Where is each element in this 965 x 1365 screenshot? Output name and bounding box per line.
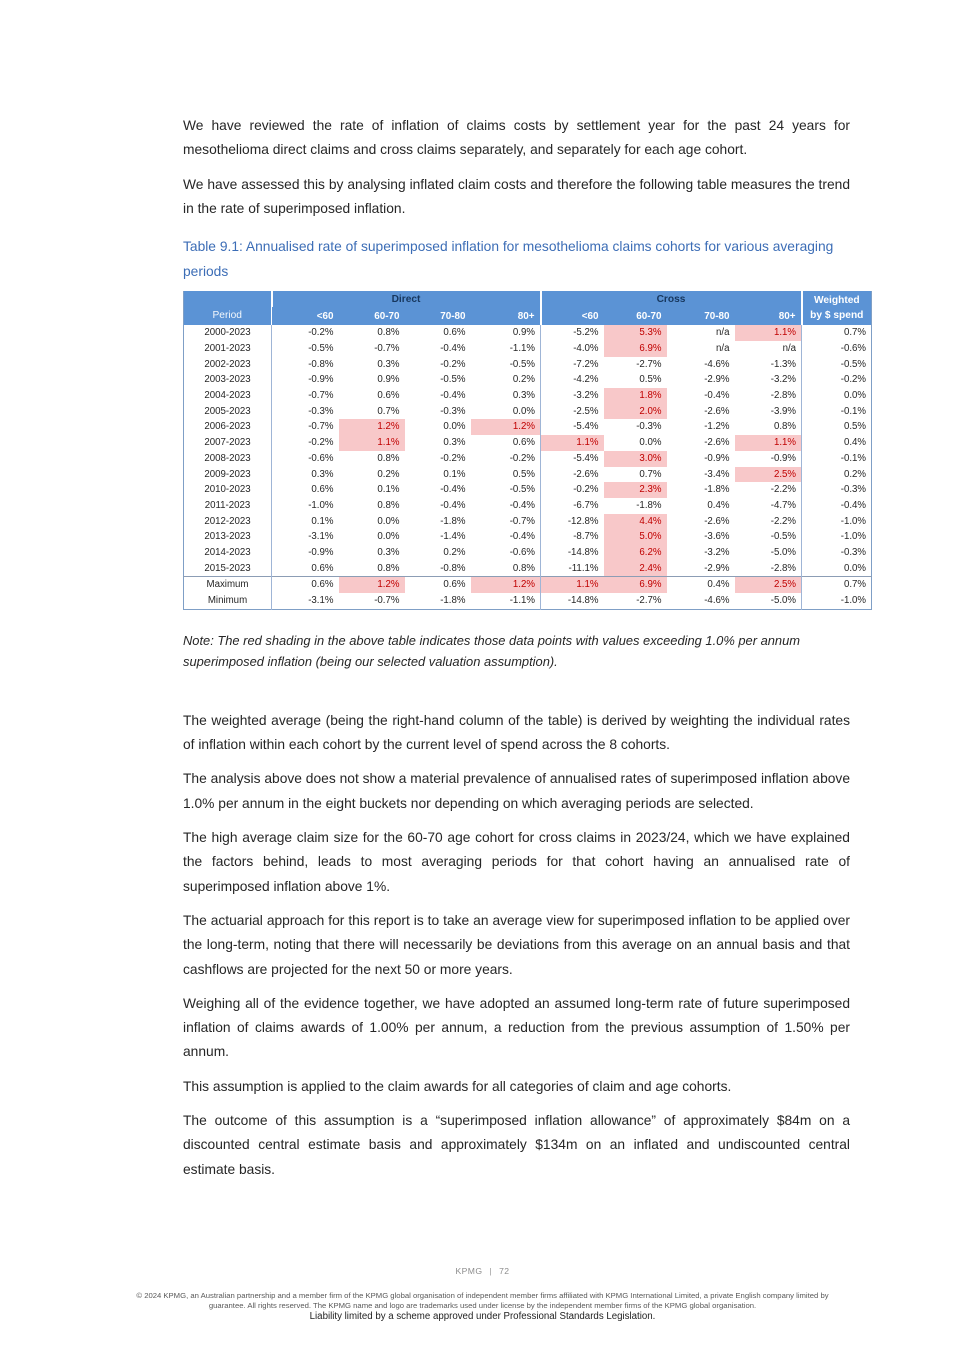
- value-cell: 0.6%: [405, 325, 471, 341]
- table-note: Note: The red shading in the above table indicates those data points with values exceeding 1.0% per annum superimposed inflation (being our selected valuation assumption).: [183, 632, 801, 669]
- value-cell: 0.9%: [471, 325, 541, 341]
- value-cell: -2.7%: [604, 357, 667, 373]
- period-cell: 2011-2023: [184, 498, 272, 514]
- value-cell: -0.7%: [272, 419, 339, 435]
- value-cell: -1.1%: [471, 341, 541, 357]
- value-cell: 0.2%: [405, 545, 471, 561]
- page-number-line: [0, 1266, 965, 1276]
- period-cell: 2004-2023: [184, 388, 272, 404]
- value-cell: -1.0%: [802, 593, 872, 609]
- table-row: [184, 529, 872, 545]
- value-cell: -0.2%: [471, 451, 541, 467]
- period-cell: Minimum: [184, 593, 272, 609]
- page-content: [183, 114, 873, 1192]
- value-cell: -1.0%: [802, 514, 872, 530]
- value-cell: -0.1%: [802, 451, 872, 467]
- value-cell: 0.6%: [339, 388, 405, 404]
- period-cell: 2010-2023: [184, 482, 272, 498]
- value-cell: -2.6%: [667, 404, 735, 420]
- value-cell: 0.3%: [339, 357, 405, 373]
- period-cell: 2014-2023: [184, 545, 272, 561]
- value-cell: -0.5%: [272, 341, 339, 357]
- value-cell: 0.0%: [339, 529, 405, 545]
- value-cell: 0.8%: [339, 561, 405, 577]
- value-cell: -2.2%: [735, 482, 802, 498]
- value-cell: -0.6%: [272, 451, 339, 467]
- period-cell: 2007-2023: [184, 435, 272, 451]
- value-cell: 0.3%: [339, 545, 405, 561]
- direct-age-header: 60-70: [339, 307, 405, 325]
- value-cell: -4.0%: [541, 341, 604, 357]
- value-cell: -0.5%: [405, 372, 471, 388]
- value-cell: -5.0%: [735, 545, 802, 561]
- value-cell: -0.5%: [471, 357, 541, 373]
- value-cell: -2.5%: [541, 404, 604, 420]
- value-cell: -2.6%: [667, 514, 735, 530]
- value-cell: -0.4%: [405, 388, 471, 404]
- period-cell: 2006-2023: [184, 419, 272, 435]
- direct-age-header: 70-80: [405, 307, 471, 325]
- value-cell: -11.1%: [541, 561, 604, 577]
- paragraph: We have reviewed the rate of inflation of claims costs by settlement year for the past 24 years for mesothelioma direct claims and cross claims separately, and separately for each age cohort.: [183, 118, 850, 158]
- value-cell: -1.0%: [272, 498, 339, 514]
- period-cell: 2015-2023: [184, 561, 272, 577]
- value-cell-flagged: 1.1%: [541, 435, 604, 451]
- footer-divider: |: [489, 1266, 493, 1276]
- value-cell: -5.2%: [541, 325, 604, 341]
- value-cell-flagged: 6.9%: [604, 341, 667, 357]
- value-cell: 0.4%: [802, 435, 872, 451]
- direct-group-header: Direct: [272, 291, 541, 307]
- value-cell: -0.2%: [272, 325, 339, 341]
- value-cell-flagged: 2.3%: [604, 482, 667, 498]
- value-cell: 0.0%: [604, 435, 667, 451]
- cross-group-header: Cross: [541, 291, 802, 307]
- cross-age-header: 70-80: [667, 307, 735, 325]
- value-cell: 0.4%: [667, 498, 735, 514]
- period-column-header: Period: [184, 291, 272, 325]
- value-cell: 0.8%: [339, 498, 405, 514]
- value-cell: 0.0%: [405, 419, 471, 435]
- value-cell: -4.7%: [735, 498, 802, 514]
- cross-age-header: 60-70: [604, 307, 667, 325]
- table-row: [184, 498, 872, 514]
- value-cell: -3.1%: [272, 529, 339, 545]
- period-cell: 2005-2023: [184, 404, 272, 420]
- value-cell: -0.3%: [802, 482, 872, 498]
- analysis-section: [183, 709, 873, 1182]
- value-cell: -0.4%: [471, 529, 541, 545]
- group-header-row: [184, 291, 872, 307]
- value-cell: 0.6%: [471, 435, 541, 451]
- value-cell: -2.7%: [604, 593, 667, 609]
- value-cell-flagged: 1.2%: [339, 577, 405, 593]
- table-row: [184, 451, 872, 467]
- value-cell: -0.2%: [802, 372, 872, 388]
- value-cell: -1.8%: [405, 593, 471, 609]
- value-cell: -3.2%: [541, 388, 604, 404]
- value-cell: 0.2%: [339, 467, 405, 483]
- value-cell: -0.2%: [272, 435, 339, 451]
- period-cell: 2002-2023: [184, 357, 272, 373]
- value-cell: -5.4%: [541, 419, 604, 435]
- table-row: [184, 341, 872, 357]
- value-cell-flagged: 1.2%: [471, 419, 541, 435]
- value-cell: -14.8%: [541, 545, 604, 561]
- inflation-table: [183, 291, 872, 610]
- value-cell: -5.0%: [735, 593, 802, 609]
- value-cell: -3.1%: [272, 593, 339, 609]
- value-cell: -14.8%: [541, 593, 604, 609]
- value-cell: -5.4%: [541, 451, 604, 467]
- value-cell: n/a: [667, 341, 735, 357]
- value-cell: 0.1%: [339, 482, 405, 498]
- value-cell: -0.9%: [667, 451, 735, 467]
- value-cell: 0.2%: [802, 467, 872, 483]
- value-cell: -0.3%: [604, 419, 667, 435]
- value-cell: 0.4%: [667, 577, 735, 593]
- period-cell: 2013-2023: [184, 529, 272, 545]
- value-cell: -1.8%: [604, 498, 667, 514]
- period-cell: 2003-2023: [184, 372, 272, 388]
- value-cell-flagged: 2.0%: [604, 404, 667, 420]
- paragraph: The analysis above does not show a material prevalence of annualised rates of superimposed inflation above 1.0% per annum in the eight buckets nor depending on which averaging periods are selected.: [183, 771, 850, 811]
- value-cell: -0.9%: [272, 545, 339, 561]
- value-cell: -0.7%: [272, 388, 339, 404]
- table-row: [184, 467, 872, 483]
- value-cell: -0.4%: [667, 388, 735, 404]
- table-row: [184, 388, 872, 404]
- value-cell: 0.2%: [471, 372, 541, 388]
- value-cell: 0.0%: [339, 514, 405, 530]
- value-cell: -4.6%: [667, 357, 735, 373]
- copyright-text: © 2024 KPMG, an Australian partnership and a member firm of the KPMG global organisation of independent member firms affiliated with KPMG International Limited, a private English company limited by guarantee. All rights reserved. The KPMG name and logo are trademarks used under license by the independent member firms of the KPMG global organisation.: [136, 1291, 829, 1311]
- value-cell-flagged: 2.4%: [604, 561, 667, 577]
- value-cell: -1.8%: [667, 482, 735, 498]
- footer-brand: KPMG: [455, 1266, 483, 1276]
- value-cell: 0.8%: [471, 561, 541, 577]
- value-cell: 0.1%: [272, 514, 339, 530]
- value-cell: 0.3%: [471, 388, 541, 404]
- value-cell: 0.1%: [405, 467, 471, 483]
- value-cell: -0.4%: [802, 498, 872, 514]
- value-cell-flagged: 1.1%: [735, 435, 802, 451]
- value-cell: 0.6%: [272, 577, 339, 593]
- table-row: [184, 593, 872, 609]
- value-cell: -0.4%: [405, 341, 471, 357]
- period-cell: 2000-2023: [184, 325, 272, 341]
- table-row: [184, 404, 872, 420]
- value-cell: 0.7%: [802, 325, 872, 341]
- value-cell: 0.7%: [802, 577, 872, 593]
- weighted-column-header: [802, 291, 872, 325]
- period-cell: 2012-2023: [184, 514, 272, 530]
- value-cell: -2.8%: [735, 388, 802, 404]
- value-cell: -0.7%: [471, 514, 541, 530]
- table-row: [184, 419, 872, 435]
- value-cell-flagged: 1.1%: [339, 435, 405, 451]
- table-row: [184, 435, 872, 451]
- value-cell: -4.6%: [667, 593, 735, 609]
- value-cell: -2.2%: [735, 514, 802, 530]
- paragraph: The actuarial approach for this report is to take an average view for superimposed inflation to be applied over the long-term, noting that there will necessarily be deviations from this average on an annual basis and that cashflows are projected for the next 50 or more years.: [183, 912, 850, 977]
- table-row: [184, 514, 872, 530]
- value-cell: -0.8%: [405, 561, 471, 577]
- inflation-table-body: [184, 325, 872, 609]
- value-cell: -0.8%: [272, 357, 339, 373]
- value-cell: -1.4%: [405, 529, 471, 545]
- table-row: [184, 357, 872, 373]
- value-cell: -3.9%: [735, 404, 802, 420]
- value-cell: 0.5%: [802, 419, 872, 435]
- cross-age-header: 80+: [735, 307, 802, 325]
- value-cell: -0.5%: [802, 357, 872, 373]
- value-cell: 0.0%: [802, 388, 872, 404]
- value-cell: 0.6%: [272, 482, 339, 498]
- value-cell-flagged: 5.3%: [604, 325, 667, 341]
- value-cell: -0.2%: [405, 357, 471, 373]
- value-cell: -0.6%: [802, 341, 872, 357]
- value-cell: -0.5%: [735, 529, 802, 545]
- value-cell: -4.2%: [541, 372, 604, 388]
- period-cell: 2001-2023: [184, 341, 272, 357]
- value-cell: -2.9%: [667, 561, 735, 577]
- value-cell-flagged: 1.8%: [604, 388, 667, 404]
- value-cell: 0.5%: [604, 372, 667, 388]
- cross-age-header: <60: [541, 307, 604, 325]
- value-cell: -8.7%: [541, 529, 604, 545]
- value-cell: -12.8%: [541, 514, 604, 530]
- value-cell: -0.7%: [339, 593, 405, 609]
- value-cell: -7.2%: [541, 357, 604, 373]
- value-cell-flagged: 6.9%: [604, 577, 667, 593]
- table-row: [184, 545, 872, 561]
- value-cell-flagged: 1.2%: [471, 577, 541, 593]
- liability-statement: Liability limited by a scheme approved under Professional Standards Legislation.: [309, 1311, 656, 1322]
- paragraph: The high average claim size for the 60-70 age cohort for cross claims in 2023/24, which we have explained the factors behind, leads to most averaging periods for that cohort having an annualised rate of superimposed inflation above 1%.: [183, 830, 850, 894]
- value-cell: -2.8%: [735, 561, 802, 577]
- table-row: [184, 561, 872, 577]
- value-cell: -0.2%: [405, 451, 471, 467]
- value-cell-flagged: 6.2%: [604, 545, 667, 561]
- value-cell: -0.4%: [471, 498, 541, 514]
- value-cell: -6.7%: [541, 498, 604, 514]
- value-cell: -0.5%: [471, 482, 541, 498]
- value-cell: -3.4%: [667, 467, 735, 483]
- value-cell: -0.9%: [735, 451, 802, 467]
- value-cell: -0.1%: [802, 404, 872, 420]
- value-cell: -0.3%: [272, 404, 339, 420]
- paragraph: Weighing all of the evidence together, we have adopted an assumed long-term rate of future superimposed inflation of claims awards of 1.00% per annum, a reduction from the previous assumption of 1.50% per annum.: [183, 995, 850, 1060]
- value-cell: n/a: [735, 341, 802, 357]
- value-cell: -1.0%: [802, 529, 872, 545]
- value-cell: 0.3%: [405, 435, 471, 451]
- table-row: [184, 577, 872, 593]
- table-row: [184, 325, 872, 341]
- value-cell: -0.7%: [339, 341, 405, 357]
- value-cell-flagged: 4.4%: [604, 514, 667, 530]
- value-cell: -3.6%: [667, 529, 735, 545]
- weighted-header-line1: Weighted: [813, 295, 860, 307]
- value-cell: 0.6%: [272, 561, 339, 577]
- value-cell: -2.9%: [667, 372, 735, 388]
- value-cell: 0.5%: [471, 467, 541, 483]
- age-header-row: [184, 307, 872, 325]
- value-cell: -3.2%: [667, 545, 735, 561]
- table-row: [184, 372, 872, 388]
- value-cell: 0.8%: [339, 451, 405, 467]
- value-cell: -2.6%: [667, 435, 735, 451]
- paragraph: We have assessed this by analysing inflated claim costs and therefore the following table measures the trend in the rate of superimposed inflation.: [183, 176, 850, 216]
- paragraph: The weighted average (being the right-hand column of the table) is derived by weighting the individual rates of inflation within each cohort by the current level of spend across the 8 cohorts.: [183, 712, 850, 753]
- paragraph: This assumption is applied to the claim awards for all categories of claim and age cohorts.: [183, 1078, 732, 1094]
- value-cell: 0.0%: [802, 561, 872, 577]
- value-cell-flagged: 1.1%: [541, 577, 604, 593]
- value-cell: 0.8%: [339, 325, 405, 341]
- value-cell: -0.3%: [405, 404, 471, 420]
- value-cell-flagged: 1.1%: [735, 325, 802, 341]
- value-cell: -3.2%: [735, 372, 802, 388]
- value-cell: 0.6%: [405, 577, 471, 593]
- direct-age-header: 80+: [471, 307, 541, 325]
- value-cell: -0.3%: [802, 545, 872, 561]
- value-cell: -0.2%: [541, 482, 604, 498]
- period-cell: 2008-2023: [184, 451, 272, 467]
- value-cell: -1.2%: [667, 419, 735, 435]
- value-cell-flagged: 1.2%: [339, 419, 405, 435]
- value-cell: 0.7%: [339, 404, 405, 420]
- value-cell: 0.0%: [471, 404, 541, 420]
- value-cell: -0.6%: [471, 545, 541, 561]
- value-cell: 0.9%: [339, 372, 405, 388]
- value-cell: 0.8%: [735, 419, 802, 435]
- value-cell: -0.9%: [272, 372, 339, 388]
- value-cell-flagged: 3.0%: [604, 451, 667, 467]
- value-cell-flagged: 2.5%: [735, 467, 802, 483]
- period-cell: 2009-2023: [184, 467, 272, 483]
- value-cell: -1.1%: [471, 593, 541, 609]
- value-cell: -0.4%: [405, 482, 471, 498]
- weighted-header-line2: by $ spend: [810, 310, 864, 322]
- value-cell: -1.3%: [735, 357, 802, 373]
- value-cell: 0.3%: [272, 467, 339, 483]
- value-cell: 0.7%: [604, 467, 667, 483]
- table-row: [184, 482, 872, 498]
- table-title: Table 9.1: Annualised rate of superimposed inflation for mesothelioma claims cohorts for various averaging periods: [183, 239, 834, 279]
- value-cell: n/a: [667, 325, 735, 341]
- value-cell: -0.4%: [405, 498, 471, 514]
- paragraph: The outcome of this assumption is a “superimposed inflation allowance” of approximately $84m on a discounted central estimate basis and approximately $134m on an inflated and undiscounted central estimate basis.: [183, 1113, 850, 1177]
- value-cell-flagged: 5.0%: [604, 529, 667, 545]
- value-cell-flagged: 2.5%: [735, 577, 802, 593]
- period-cell: Maximum: [184, 577, 272, 593]
- direct-age-header: <60: [272, 307, 339, 325]
- table-header: [184, 291, 872, 325]
- value-cell: -2.6%: [541, 467, 604, 483]
- value-cell: -1.8%: [405, 514, 471, 530]
- footer-page-number: 72: [499, 1266, 510, 1276]
